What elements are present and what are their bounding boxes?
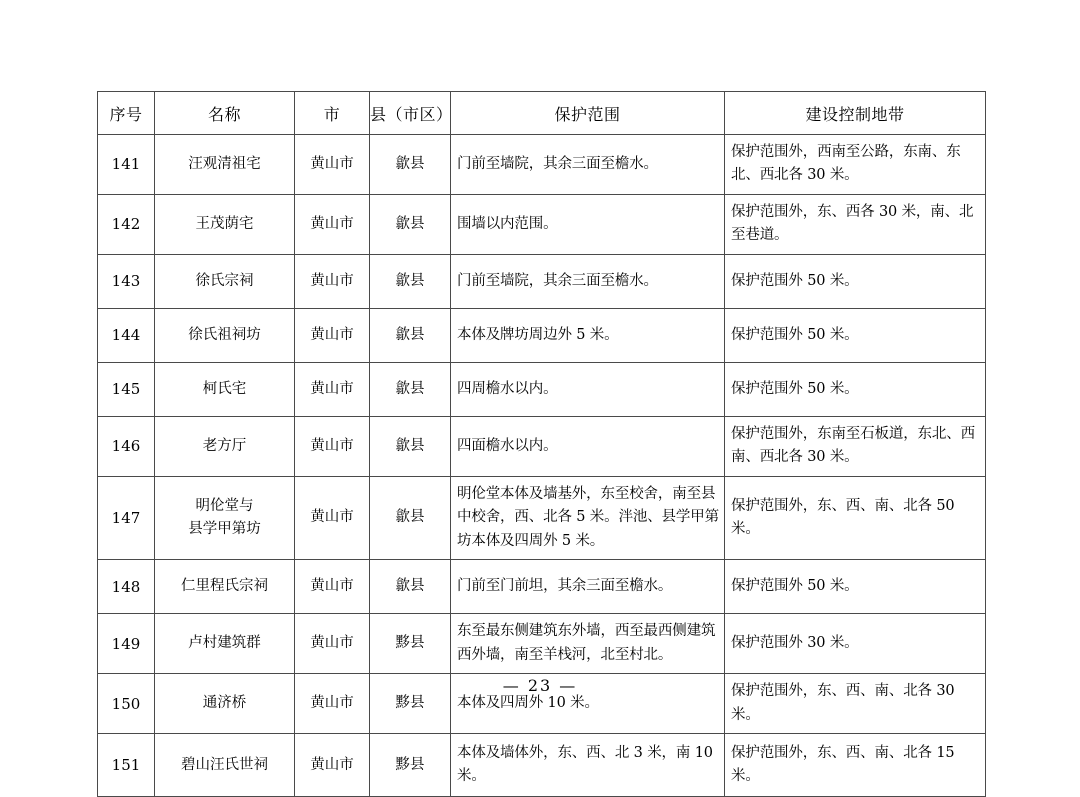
cell-construction-control-zone: 保护范围外 50 米。 [725, 254, 986, 308]
cell-protection-scope: 四面檐水以内。 [451, 416, 725, 476]
cell-county: 歙县 [370, 254, 451, 308]
column-header-index: 序号 [98, 92, 155, 135]
cell-name [155, 194, 295, 254]
table-row [98, 476, 986, 559]
cell-protection-scope: 本体及墙体外，东、西、北 3 米，南 10 米。 [451, 734, 725, 797]
cell-county: 歙县 [370, 560, 451, 614]
cell-name-line: 县学甲第坊 [188, 521, 261, 538]
cell-protection-scope: 明伦堂本体及墙基外，东至校舍，南至县中校舍，西、北各 5 米。泮池、县学甲第坊本体及四周外 5 米。 [451, 476, 725, 559]
cell-city: 黄山市 [295, 308, 370, 362]
cell-protection-scope: 门前至墙院，其余三面至檐水。 [451, 254, 725, 308]
cell-name [155, 560, 295, 614]
table-body [98, 135, 986, 797]
cell-county: 黟县 [370, 674, 451, 734]
cell-protection-scope: 门前至门前坦，其余三面至檐水。 [451, 560, 725, 614]
cell-construction-control-zone: 保护范围外 30 米。 [725, 614, 986, 674]
table-row [98, 614, 986, 674]
column-header-scope: 保护范围 [451, 92, 725, 135]
table-row [98, 416, 986, 476]
table-row [98, 135, 986, 195]
table-row [98, 362, 986, 416]
cell-index: 151 [98, 734, 155, 797]
cell-construction-control-zone: 保护范围外，东、西、南、北各 15 米。 [725, 734, 986, 797]
cell-city: 黄山市 [295, 416, 370, 476]
column-header-name: 名称 [155, 92, 295, 135]
column-header-control: 建设控制地带 [725, 92, 986, 135]
cell-city: 黄山市 [295, 194, 370, 254]
cell-county: 歙县 [370, 308, 451, 362]
cell-construction-control-zone: 保护范围外，东、西各 30 米，南、北至巷道。 [725, 194, 986, 254]
table-row [98, 254, 986, 308]
cell-county: 黟县 [370, 734, 451, 797]
cell-city: 黄山市 [295, 476, 370, 559]
cell-index: 141 [98, 135, 155, 195]
cell-index: 145 [98, 362, 155, 416]
column-header-county: 县（市区） [370, 92, 451, 135]
cell-city: 黄山市 [295, 560, 370, 614]
cell-construction-control-zone: 保护范围外，东、西、南、北各 50 米。 [725, 476, 986, 559]
cell-name-line: 卢村建筑群 [188, 635, 261, 652]
cell-name-line: 汪观清祖宅 [188, 155, 261, 172]
cell-index: 149 [98, 614, 155, 674]
cell-construction-control-zone: 保护范围外 50 米。 [725, 560, 986, 614]
cell-name [155, 734, 295, 797]
cell-construction-control-zone: 保护范围外 50 米。 [725, 362, 986, 416]
cell-protection-scope: 围墙以内范围。 [451, 194, 725, 254]
table-header [98, 92, 986, 135]
cell-county: 歙县 [370, 416, 451, 476]
cell-construction-control-zone: 保护范围外，东、西、南、北各 30 米。 [725, 674, 986, 734]
cell-name [155, 476, 295, 559]
cell-name-line: 老方厅 [202, 437, 247, 454]
cell-county: 歙县 [370, 362, 451, 416]
cell-protection-scope: 四周檐水以内。 [451, 362, 725, 416]
cell-name-line: 碧山汪氏世祠 [181, 756, 268, 773]
cell-name [155, 362, 295, 416]
cell-name-line: 仁里程氏宗祠 [181, 578, 268, 595]
table-header-row [98, 92, 986, 135]
cell-construction-control-zone: 保护范围外，西南至公路，东南、东北、西北各 30 米。 [725, 135, 986, 195]
cell-index: 144 [98, 308, 155, 362]
cell-city: 黄山市 [295, 254, 370, 308]
cell-city: 黄山市 [295, 362, 370, 416]
cell-protection-scope: 本体及四周外 10 米。 [451, 674, 725, 734]
cell-name [155, 416, 295, 476]
cell-city: 黄山市 [295, 734, 370, 797]
cell-name-line: 王茂荫宅 [195, 215, 254, 232]
cell-county: 歙县 [370, 194, 451, 254]
cell-name-line: 徐氏祖祠坊 [188, 326, 261, 343]
table-row [98, 734, 986, 797]
cell-index: 147 [98, 476, 155, 559]
cell-name-line: 通济桥 [202, 695, 247, 712]
cell-index: 146 [98, 416, 155, 476]
cell-index: 142 [98, 194, 155, 254]
cell-construction-control-zone: 保护范围外 50 米。 [725, 308, 986, 362]
cell-county: 黟县 [370, 614, 451, 674]
cell-construction-control-zone: 保护范围外，东南至石板道，东北、西南、西北各 30 米。 [725, 416, 986, 476]
cell-name [155, 614, 295, 674]
column-header-city: 市 [295, 92, 370, 135]
cell-protection-scope: 本体及牌坊周边外 5 米。 [451, 308, 725, 362]
cell-index: 143 [98, 254, 155, 308]
cell-county: 歙县 [370, 476, 451, 559]
table-row [98, 194, 986, 254]
cell-city: 黄山市 [295, 614, 370, 674]
cell-county: 歙县 [370, 135, 451, 195]
cell-name [155, 135, 295, 195]
table-row [98, 560, 986, 614]
cell-name [155, 254, 295, 308]
cell-city: 黄山市 [295, 135, 370, 195]
cell-name [155, 308, 295, 362]
cell-name-line: 徐氏宗祠 [195, 272, 254, 289]
cell-protection-scope: 东至最东侧建筑东外墙，西至最西侧建筑西外墙，南至羊栈河，北至村北。 [451, 614, 725, 674]
cell-city: 黄山市 [295, 674, 370, 734]
cell-protection-scope: 门前至墙院，其余三面至檐水。 [451, 135, 725, 195]
cell-name-line: 明伦堂与 [195, 497, 254, 514]
cell-index: 150 [98, 674, 155, 734]
cell-index: 148 [98, 560, 155, 614]
cell-name-line: 柯氏宅 [202, 380, 247, 397]
page-number: — 23 — [502, 676, 578, 695]
table-row [98, 308, 986, 362]
